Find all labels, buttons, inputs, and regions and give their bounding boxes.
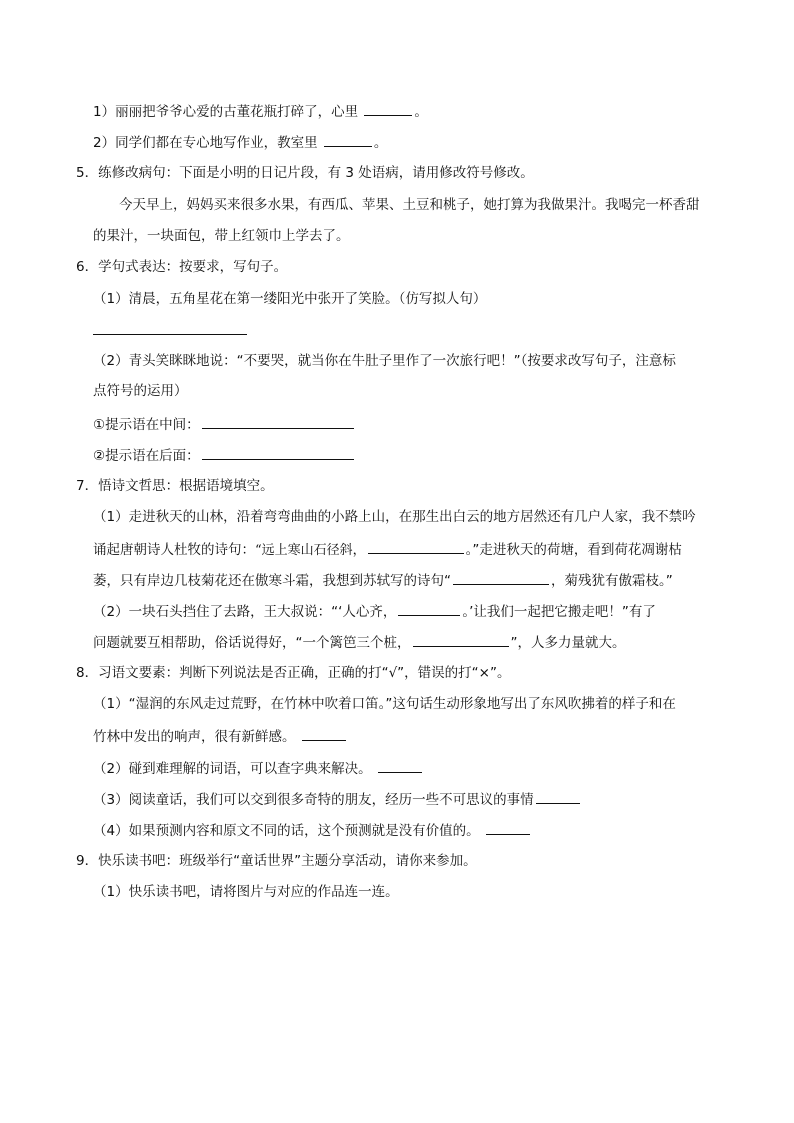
q9-title: 9．快乐读书吧：班级举行“童话世界”主题分享活动，请你来参加。: [76, 853, 477, 869]
answer-blank[interactable]: [202, 414, 354, 429]
q7-sub2-line1: （2）一块石头挡住了去路，王大叔说：“‘人心齐， 。’让我们一起把它搬走吧！”有了: [93, 601, 656, 621]
q6-sub2-line1: （2）青头笑眯眯地说：“不要哭，就当你在牛肚子里作了一次旅行吧！”（按要求改写句子，注意标: [93, 353, 676, 369]
q6-option2: ②提示语在后面：: [93, 445, 356, 465]
q8-sub1-line2: 竹林中发出的响声，很有新鲜感。: [93, 726, 348, 746]
q5-paragraph-line1: 今天早上，妈妈买来很多水果，有西瓜、苹果、土豆和桃子，她打算为我做果汁。我喝完一杯香甜: [119, 197, 700, 213]
q6-sub1-answer-line[interactable]: [93, 334, 247, 335]
q4-item2: 2）同学们都在专心地写作业，教室里 。: [93, 132, 387, 152]
answer-blank[interactable]: [364, 101, 412, 116]
q7-sub1-line3: 萎，只有岸边几枝菊花还在傲寒斗霜，我想到苏轼写的诗句“ ，菊残犹有傲霜枝。”: [93, 570, 673, 590]
q5-paragraph-line2: 的果汁，一块面包，带上红领巾上学去了。: [93, 228, 350, 244]
answer-blank[interactable]: [453, 570, 549, 585]
q6-title: 6．学句式表达：按要求，写句子。: [76, 259, 288, 275]
answer-blank[interactable]: [536, 789, 580, 804]
q5-title: 5．练修改病句：下面是小明的日记片段，有 3 处语病，请用修改符号修改。: [76, 165, 534, 181]
q4-item1: 1）丽丽把爷爷心爱的古董花瓶打碎了，心里 。: [93, 101, 428, 121]
q7-sub2-line2: 问题就要互相帮助，俗话说得好，“一个篱笆三个桩， ”，人多力量就大。: [93, 632, 626, 652]
answer-blank[interactable]: [378, 758, 422, 773]
q8-sub2: （2）碰到难理解的词语，可以查字典来解决。: [93, 758, 424, 778]
q8-title: 8．习语文要素：判断下列说法是否正确，正确的打“√”，错误的打“×”。: [76, 665, 511, 681]
q8-sub1-line1: （1）“湿润的东风走过荒野，在竹林中吹着口笛。”这句话生动形象地写出了东风吹拂着的样子和在: [93, 696, 676, 712]
answer-blank[interactable]: [398, 601, 460, 616]
answer-blank[interactable]: [202, 445, 354, 460]
q7-sub1-line1: （1）走进秋天的山林，沿着弯弯曲曲的小路上山，在那生出白云的地方居然还有几户人家，我不禁吟: [93, 509, 696, 525]
q6-sub1: （1）清晨，五角星花在第一缕阳光中张开了笑脸。（仿写拟人句）: [93, 291, 487, 307]
q8-sub4: （4）如果预测内容和原文不同的话，这个预测就是没有价值的。: [93, 820, 532, 840]
q9-sub1: （1）快乐读书吧，请将图片与对应的作品连一连。: [93, 884, 399, 900]
answer-blank[interactable]: [486, 820, 530, 835]
q6-sub2-line2: 点符号的运用）: [93, 383, 188, 399]
answer-blank[interactable]: [413, 632, 509, 647]
q7-sub1-line2: 诵起唐朝诗人杜牧的诗句：“远上寒山石径斜， 。”走进秋天的荷塘，看到荷花凋谢枯: [93, 539, 682, 560]
answer-blank[interactable]: [368, 539, 464, 554]
answer-blank[interactable]: [302, 726, 346, 741]
q6-option1: ①提示语在中间：: [93, 414, 356, 434]
answer-blank[interactable]: [324, 132, 372, 147]
q7-title: 7．悟诗文哲思：根据语境填空。: [76, 478, 274, 494]
q8-sub3: （3）阅读童话，我们可以交到很多奇特的朋友，经历一些不可思议的事情: [93, 789, 582, 809]
